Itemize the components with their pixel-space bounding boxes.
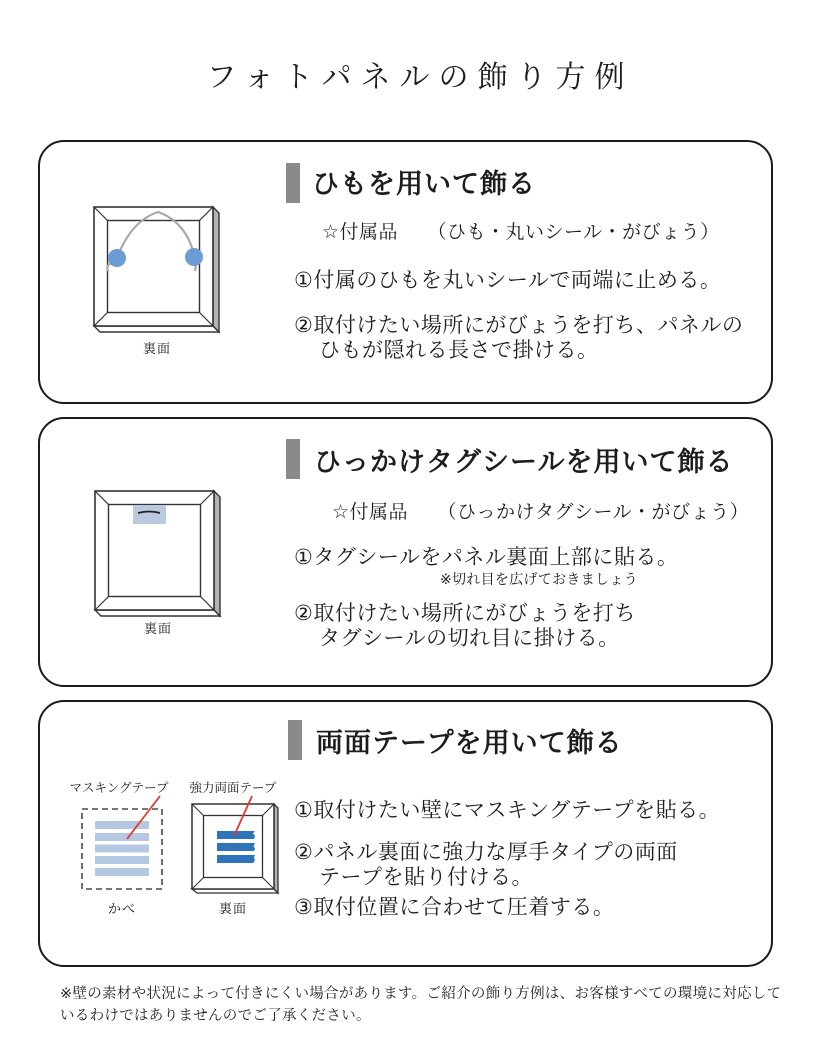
step-line: ひもが隠れる長さで掛ける。 [319,339,599,362]
illustration-label-back: 裏面 [143,621,172,636]
step-line: ②取付けたい場所にがびょうを打ち [294,602,636,625]
section-heading: 両面テープを用いて飾る [316,728,623,758]
step-line: ②パネル裏面に強力な厚手タイプの両面 [294,841,678,864]
illustration-label-back: 裏面 [142,341,171,356]
step-line: ①取付けたい壁にマスキングテープを貼る。 [294,799,721,822]
heading-bar [288,720,302,760]
round-sticker-right [185,248,203,266]
step-line: ②取付けたい場所にがびょうを打ち、パネルの [294,314,744,337]
step-line: テープを貼り付ける。 [319,866,533,889]
pointer-line [127,796,160,839]
section-hang-with-tag-sticker [38,417,773,687]
heading-bar [286,163,300,203]
section-hang-with-string [38,140,773,404]
panel-back-with-tape-illustration [188,795,282,901]
step-line: ①タグシールをパネル裏面上部に貼る。 [294,546,679,569]
accessories-line: ☆付属品 （ひっかけタグシール・がびょう） [332,502,750,523]
panel-back-with-string-illustration [92,200,222,334]
section-heading: ひもを用いて飾る [312,169,536,199]
step-note: ※切れ目を広げておきましょう [440,571,638,587]
accessories-line: ☆付属品 （ひも・丸いシール・がびょう） [322,222,720,243]
step-line: ③取付位置に合わせて圧着する。 [294,896,615,919]
step-line: ①付属のひもを丸いシールで両端に止める。 [294,269,722,292]
caption-masking-tape: マスキングテープ [69,781,169,795]
round-sticker-left [108,249,126,267]
footer-disclaimer [60,984,781,1027]
panel-back-with-tag-illustration [93,484,223,618]
tag-sticker [133,505,166,524]
tape-strip [217,855,255,863]
page-title: フォトパネルの飾り方例 [206,61,634,94]
section-hang-with-tape [38,700,773,967]
illustration-label-back: 裏面 [218,901,247,916]
illustration-label-wall: かべ [107,901,136,916]
wall-masking-tape-illustration [78,795,166,907]
footer-line: いるわけではありませんのでご了承ください。 [60,1007,371,1024]
footer-line: ※壁の素材や状況によって付きにくい場合があります。ご紹介の飾り方例は、お客様すべての環境に対応して [60,986,782,1002]
caption-strong-tape: 強力両面テープ [189,781,277,795]
section-heading: ひっかけタグシールを用いて飾る [314,447,734,477]
step-line: タグシールの切れ目に掛ける。 [319,627,620,650]
heading-bar [286,439,300,479]
tape-strip [217,843,255,851]
